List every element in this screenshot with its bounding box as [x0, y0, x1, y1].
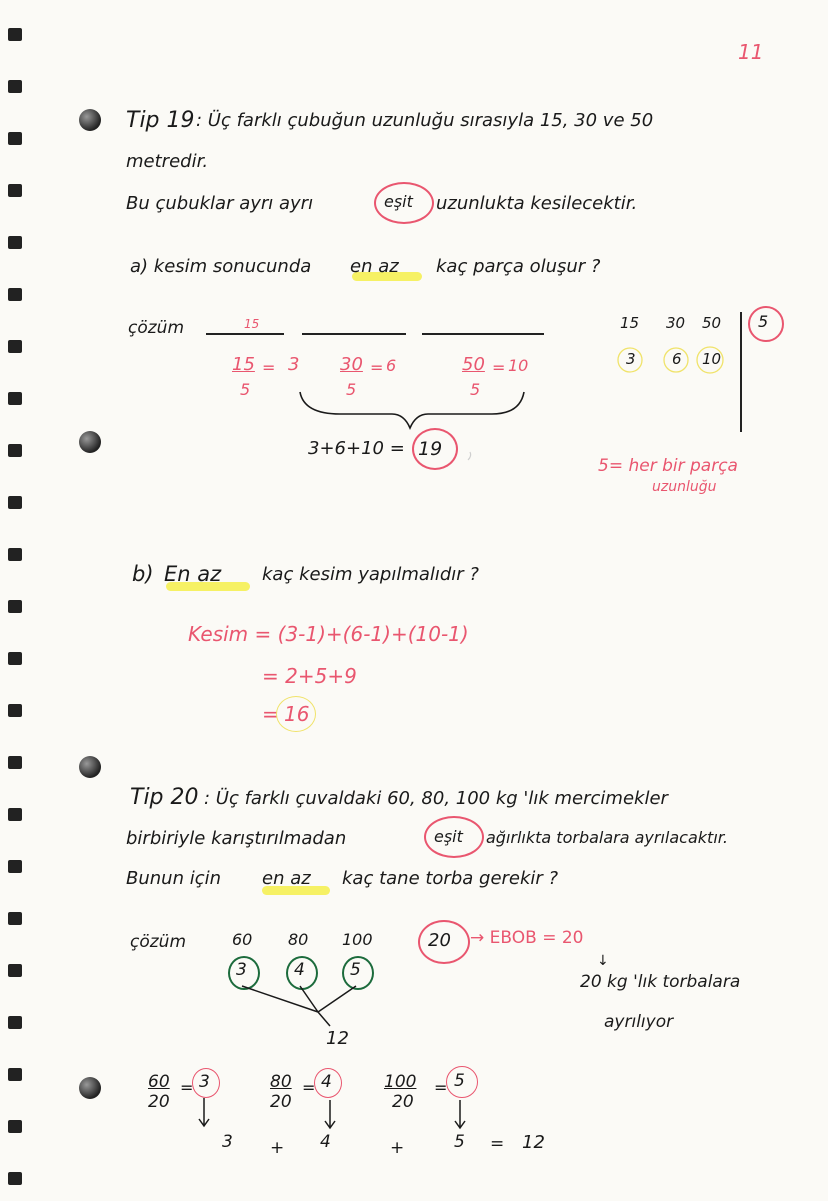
frac2-res: 6 — [386, 356, 397, 375]
frac2-den: 20 — [270, 1092, 292, 1112]
frac1-res: 3 — [199, 1072, 210, 1092]
ebob-divisor: 5 — [758, 312, 769, 331]
frac1-den: 5 — [240, 380, 251, 399]
frac3-num: 50 — [462, 354, 485, 375]
frac1-res: 3 — [288, 354, 300, 375]
bottom-eq: = — [490, 1134, 505, 1154]
kesim-line3-val: 16 — [284, 702, 310, 726]
note-line1: 20 kg 'lık torbalara — [580, 972, 741, 992]
frac3-res: 10 — [508, 356, 529, 375]
bottom-op-2: + — [390, 1138, 405, 1158]
tip20-line3b: kaç tane torba gerekir ? — [342, 868, 559, 889]
total: 12 — [326, 1028, 349, 1049]
cozum-label: çözüm — [128, 318, 185, 338]
kesim-line1: Kesim = (3-1)+(6-1)+(10-1) — [188, 622, 469, 646]
cozum-label: çözüm — [130, 932, 187, 952]
note-line2: uzunluğu — [652, 479, 717, 495]
tip19-title: Tip 19 — [126, 108, 195, 133]
frac3-den: 5 — [470, 380, 481, 399]
tip20-line3-highlight: en az — [262, 868, 311, 889]
circled-1: 3 — [236, 960, 247, 980]
frac2-num: 30 — [340, 354, 363, 375]
page-number: 11 — [738, 40, 764, 64]
frac3-res: 5 — [454, 1071, 465, 1091]
question-b-post: kaç kesim yapılmalıdır ? — [262, 564, 479, 585]
bottom-result: 12 — [522, 1132, 545, 1153]
question-a-highlight: en az — [350, 256, 399, 277]
tip19-circled-word: eşit — [384, 192, 413, 211]
frac1-num: 60 — [148, 1072, 170, 1092]
question-a-pre: a) kesim sonucunda — [130, 256, 312, 277]
question-a-post: kaç parça oluşur ? — [436, 256, 601, 277]
frac1-den: 20 — [148, 1092, 170, 1112]
ebob-arrow: ↓ — [597, 953, 609, 969]
question-b-highlight: En az — [164, 562, 222, 586]
frac2-res: 4 — [321, 1072, 332, 1092]
frac2-num: 80 — [270, 1072, 292, 1092]
tip20-circled-word: eşit — [434, 827, 463, 846]
kesim-line3-eq: = — [262, 702, 279, 726]
ebob-text: → EBOB = 20 — [470, 928, 584, 948]
ebob-circle-value: 20 — [428, 930, 451, 951]
tip20-line2b: ağırlıkta torbalara ayrılacaktır. — [486, 828, 728, 847]
tip20-line2a: birbiriyle karıştırılmadan — [126, 828, 347, 849]
frac2-den: 5 — [346, 380, 357, 399]
sum-result: 19 — [418, 438, 443, 460]
note-line1: 5= her bir parça — [598, 456, 738, 476]
ebob-bottom-1: 3 — [626, 350, 636, 368]
tip19-line2: metredir. — [126, 151, 209, 172]
bottom-term-1: 3 — [222, 1132, 233, 1152]
note-line2: ayrılıyor — [604, 1012, 674, 1032]
ebob-bottom-3: 10 — [702, 350, 722, 368]
tip20-line3a: Bunun için — [126, 868, 222, 889]
sum-expression: 3+6+10 = — [308, 438, 405, 459]
bottom-op-1: + — [270, 1138, 285, 1158]
ebob-top-1: 15 — [620, 314, 640, 332]
ebob-top-2: 30 — [666, 314, 686, 332]
tip19-line1: : Üç farklı çubuğun uzunluğu sırasıyla 15, 30 ve 50 — [196, 110, 654, 131]
tip19-line3b: uzunlukta kesilecektir. — [436, 193, 638, 214]
value-1: 60 — [232, 930, 253, 949]
ebob-top-3: 50 — [702, 314, 722, 332]
frac1-num: 15 — [232, 354, 255, 375]
frac3-den: 20 — [392, 1092, 414, 1112]
bottom-term-3: 5 — [454, 1132, 465, 1152]
value-2: 80 — [288, 930, 309, 949]
frac3-num: 100 — [384, 1072, 417, 1092]
segment-mark: 15 — [244, 317, 260, 331]
tip19-line3a: Bu çubuklar ayrı ayrı — [126, 193, 314, 214]
tip20-line1: : Üç farklı çuvaldaki 60, 80, 100 kg 'lık mercimekler — [204, 788, 668, 809]
question-b-pre: b) — [132, 562, 154, 586]
bottom-term-2: 4 — [320, 1132, 331, 1152]
circled-2: 4 — [294, 960, 305, 980]
value-3: 100 — [342, 930, 373, 949]
tip20-title: Tip 20 — [130, 785, 199, 810]
kesim-line2: = 2+5+9 — [262, 664, 357, 688]
ebob-bottom-2: 6 — [672, 350, 682, 368]
circled-3: 5 — [350, 960, 361, 980]
